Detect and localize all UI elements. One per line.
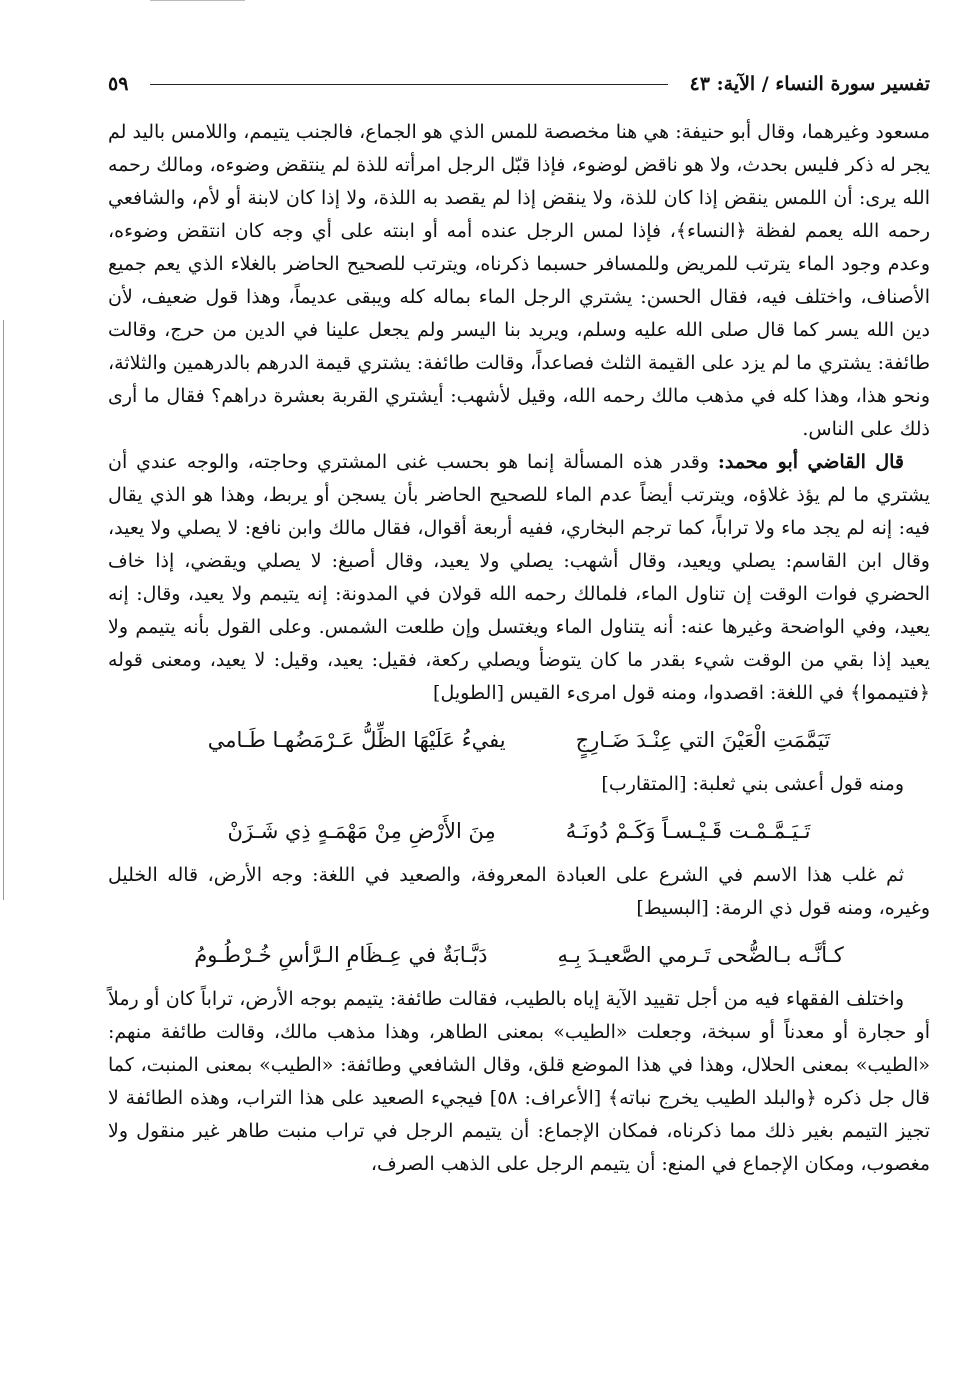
- paragraph-3: ومنه قول أعشى بني ثعلبة: [المتقارب]: [601, 773, 904, 795]
- verse-2-second-hemistich: مِنَ الأَرْضِ مِنْ مَهْمَـهٍ ذِي شَـزَنْ: [227, 819, 496, 843]
- paragraph-5: واختلف الفقهاء فيه من أجل تقييد الآية إياه بالطيب، فقالت طائفة: يتيمم بوجه الأرض، تراباً كان أو رملاً أو حجارة أو معدناً أو سبخة، وجعلت «الطيب» بمعنى الطاهر، وهذا مذهب مالك، وقالت طائفة منهم: «الطيب» بمعنى الحلال، وهذا في هذا الموضع قلق، وقال الشافعي وطائفة: «الطيب» بمعنى المنبت، كما قال جل ذكره ﴿والبلد الطيب يخرج نباته﴾ [الأعراف: ٥٨] فيجيء الصعيد على هذا التراب، وهذه الطائفة لا تجيز التيمم بغير ذلك مما ذكرناه، فمكان الإجماع: أن يتيمم الرجل في تراب منبت طاهر غير منقول ولا مغصوب، ومكان الإجماع في المنع: أن يتيمم الرجل على الذهب الصرف،: [108, 988, 930, 1175]
- page-body: [108, 116, 930, 1181]
- verse-2: [108, 809, 930, 853]
- paragraph-4: ثم غلب هذا الاسم في الشرع على العبادة المعروفة، والصعيد في اللغة: وجه الأرض، قاله الخليل وغيره، ومنه قول ذي الرمة: [البسيط]: [108, 864, 930, 919]
- header-rule: [150, 84, 667, 85]
- verse-1-first-hemistich: تَيَمَّمَتِ الْعَيْنَ التي عِنْـدَ ضَـارِجٍ: [575, 728, 831, 752]
- verse-3-first-hemistich: كـأنَّـه بـالضُّحى تَـرمي الصَّعيـدَ بِـهِ: [557, 943, 844, 967]
- paragraph-1: مسعود وغيرهما، وقال أبو حنيفة: هي هنا مخصصة للمس الذي هو الجماع، فالجنب يتيمم، واللامس باليد لم يجر له ذكر فليس بحدث، ولا هو ناقض لوضوء، فإذا قبّل الرجل امرأته للذة لم ينتقض وضوءه، ومالك رحمه الله يرى: أن اللمس ينقض إذا كان للذة، ولا ينقض إذا لم يقصد به اللذة، ولا إذا كان لابنة أو لأم، والشافعي رحمه الله يعمم لفظة ﴿النساء﴾، فإذا لمس الرجل عنده أمه أو ابنته على أي وجه كان انتقض وضوءه، وعدم وجود الماء يترتب للمريض وللمسافر حسبما ذكرناه، ويترتب للصحيح الحاضر بالغلاء الذي يعم جميع الأصناف، واختلف فيه، فقال الحسن: يشتري الرجل الماء بماله كله ويبقى عديماً، وهذا قول ضعيف، لأن دين الله يسر كما قال صلى الله عليه وسلم، ويريد بنا اليسر ولم يجعل علينا في الدين من حرج، وقالت طائفة: يشتري ما لم يزد على القيمة الثلث فصاعداً، وقالت طائفة: يشتري قيمة الدرهم بالدرهمين والثلاثة، ونحو هذا، وهذا كله في مذهب مالك رحمه الله، وقيل لأشهب: أيشتري القربة بعشرة دراهم؟ فقال ما أرى ذلك على الناس.: [108, 121, 930, 440]
- verse-1-second-hemistich: يفيءُ عَلَيْهَا الظِّلُّ عَـرْمَضُهـا طَـامي: [207, 728, 506, 752]
- paragraph-2: [108, 446, 930, 710]
- verse-3: [108, 933, 930, 977]
- verse-2-first-hemistich: تَـيَـمَّـمْـت قَـيْـسـاً وَكَـمْ دُونَـهُ: [565, 819, 811, 843]
- paragraph-2-text: وقدر هذه المسألة إنما هو بحسب غنى المشتري وحاجته، والوجه عندي أن يشتري ما لم يؤذ غلاؤه، ويترتب أيضاً عدم الماء للصحيح الحاضر بأن يسجن أو يربط، وهذا هو الذي يقال فيه: إنه لم يجد ماء ولا تراباً، كما ترجم البخاري، ففيه أربعة أقوال، فقال مالك وابن نافع: لا يصلي ولا يعيد، وقال ابن القاسم: يصلي ويعيد، وقال أشهب: يصلي ولا يعيد، وقال أصبغ: لا يصلي ويقضي، إذا خاف الحضري فوات الوقت إن تناول الماء، فلمالك رحمه الله قولان في المدونة: إنه يتيمم ولا يعيد، وقال: إنه يعيد، وفي الواضحة وغيرها عنه: أنه يتناول الماء ويغتسل وإن طلعت الشمس. وعلى القول بأنه يتيمم ولا يعيد إذا بقي من الوقت شيء بقدر ما كان يتوضأ ويصلي ركعة، فقيل: يعيد، وقيل: لا يعيد، ومعنى قوله ﴿فتيمموا﴾ في اللغة: اقصدوا، ومنه قول امرىء القيس [الطويل]: [108, 451, 930, 704]
- verse-1: [108, 718, 930, 762]
- scan-edge-left: [3, 320, 4, 900]
- verse-3-second-hemistich: دَبَّـابَةٌ في عِـظَامِ الـرَّأسِ خُـرْطُـومُ: [194, 943, 488, 967]
- paragraph-2-lead: قال القاضي أبو محمد:: [717, 451, 904, 473]
- header-title: تفسير سورة النساء / الآية: ٤٣: [689, 73, 930, 95]
- running-header: [108, 66, 930, 102]
- scan-edge-top: [150, 0, 245, 1]
- book-page: [108, 66, 930, 1181]
- page-number: ٥٩: [108, 73, 129, 95]
